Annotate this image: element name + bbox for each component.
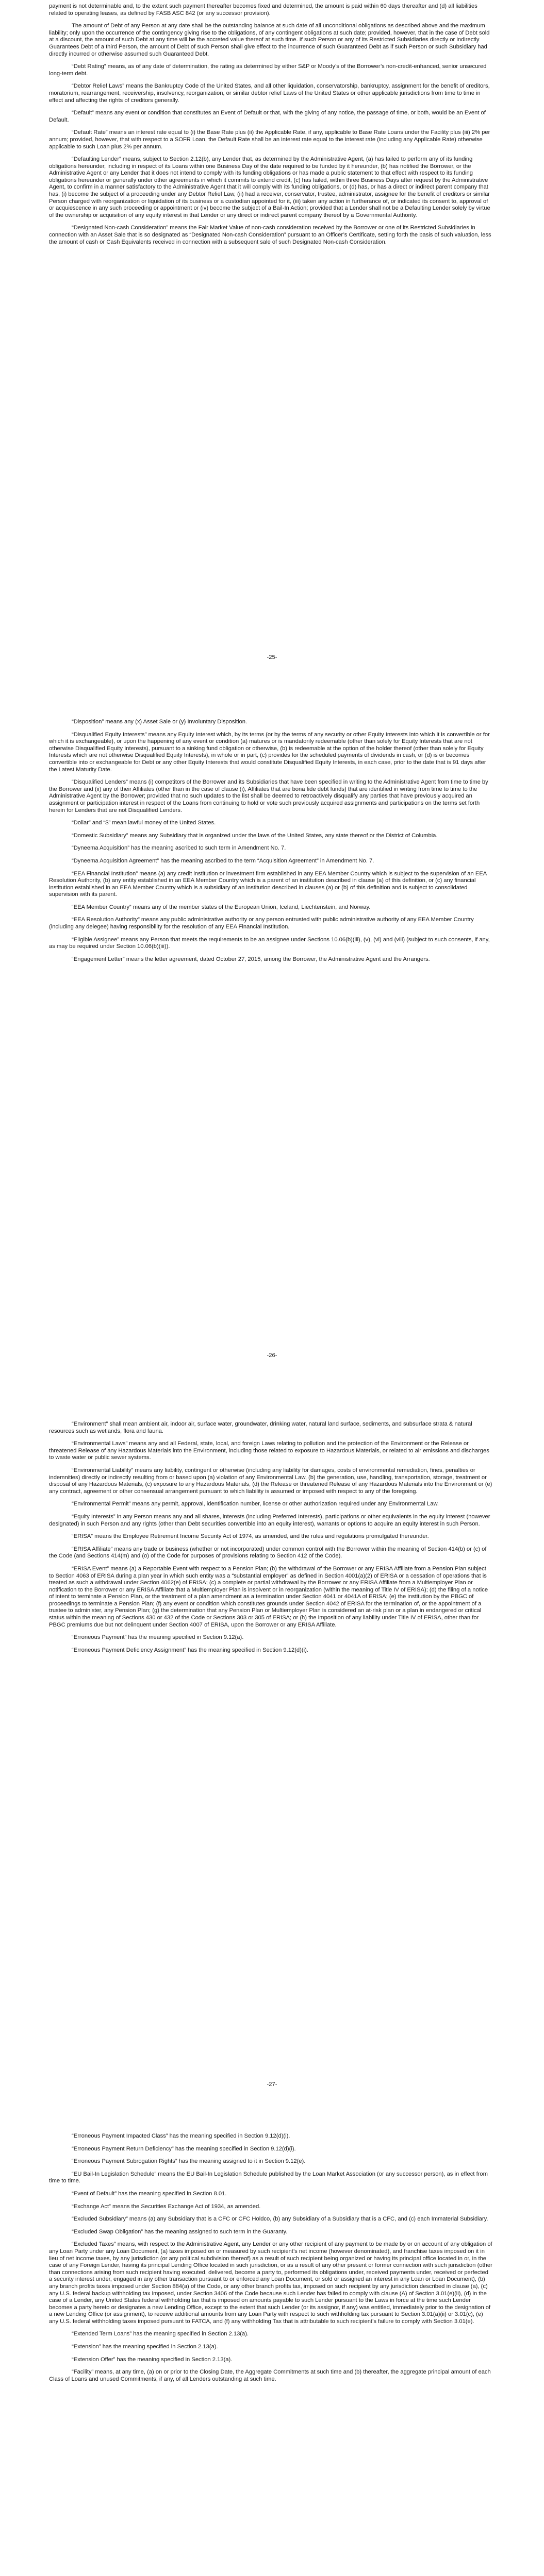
definition-eea-resolution: “EEA Resolution Authority” means any public administrative authority or any person entrusted with public administrative authority of any EEA Member Country (including any delegee) having responsibility for the resolution of any EEA Financial Institution. [49,917,474,930]
definition-excluded-taxes: “Excluded Taxes” means, with respect to the Administrative Agent, any Lender or any other recipient of any payment to be made by or on account of any obligation of any Loan Party under any Loan Document, (a) taxes imposed on or measured by such recipient’s net income (however denominated), and franchise taxes imposed on it in lieu of net income taxes, by any jurisdiction (or any political subdivision thereof) as a result of such recipient being organized or having its principal office located in or, in the case of any Foreign Lender, having its principal Lending Office located in such jurisdiction, or as a result of any other present or former connection with such jurisdiction (other than connections arising from such recipient having executed, delivered, become a party to, performed its obligations under, received payments under, received or perfected a security interest under, engaged in any other transaction pursuant to or enforced any Loan Document, or sold or assigned an interest in any Loan or Loan Document), (b) any branch profits taxes imposed under Section 884(a) of the Code, or any other branch profits tax, imposed on such recipient by any jurisdiction described in clause (a), (c) any U.S. federal backup withholding tax imposed, under Section 3406 of the Code because such Lender has failed to comply with clause (A) of Section 3.01(e)(ii), (d) in the case of a Lender, any United States federal withholding tax that is imposed on amounts payable to such Lender pursuant to the Laws in force at the time such Lender becomes a party hereto or designates a new Lending Office, except to the extent that such Lender (or its assignor, if any) was entitled, immediately prior to the designation of a new Lending Office (or assignment), to receive additional amounts from any Loan Party with respect to such withholding tax pursuant to Section 3.01(a)(ii) or 3.01(c), (e) any U.S. federal withholding taxes imposed pursuant to FATCA, and (f) any withholding Tax that is attributable to such recipient’s failure to comply with Section 3.01(e). [49,2241,492,2325]
definition-environmental-permit: “Environmental Permit” means any permit, approval, identification number, license or other authorization required under any Environmental Law. [72,1501,439,1507]
definition-extended-term-loans: “Extended Term Loans” has the meaning specified in Section 2.13(a). [72,2331,249,2337]
definition-event-of-default: “Event of Default” has the meaning specified in Section 8.01. [72,2190,227,2197]
definition-dyneema-agreement: “Dyneema Acquisition Agreement” has the meaning ascribed to the term “Acquisition Agreement” in Amendment No. 7. [72,857,374,864]
definition-environmental-laws: “Environmental Laws” means any and all Federal, state, local, and foreign Laws relating to pollution and the protection of the Environment or the Release or threatened Release of any Hazardous Materials into the Environment, including those related to exposure to Hazardous Materials, or related to air emissions and discharges to waste water or public sewer systems. [49,1440,489,1461]
definition-exchange-act: “Exchange Act” means the Securities Exchange Act of 1934, as amended. [72,2203,261,2210]
definition-eea-member: “EEA Member Country” means any of the member states of the European Union, Iceland, Liechtenstein, and Norway. [72,904,371,910]
definition-extension-offer: “Extension Offer” has the meaning specified in Section 2.13(a). [72,2356,233,2363]
definition-erisa-affiliate: “ERISA Affiliate” means any trade or business (whether or not incorporated) under common control with the Borrower within the meaning of Section 414(b) or (c) of the Code (and Sections 414(m) and (o) of the Code for purposes of provisions relating to Section 412 of the Code). [49,1546,487,1560]
page-number: -25- [267,654,277,660]
paragraph: payment is not determinable and, to the extent such payment thereafter becomes fixed and determined, the amount is paid within 60 days thereafter and (d) all liabilities related to operating leases, as defined by FASB ASC 842 (or any successor provision). [49,3,477,16]
definition-erroneous-payment-deficiency: “Erroneous Payment Deficiency Assignment” has the meaning specified in Section 9.12(d)(i). [72,1647,308,1653]
definition-eu-bail-in: “EU Bail-In Legislation Schedule” means the EU Bail-In Legislation Schedule published by the Loan Market Association (or any successor person), as in effect from time to time. [49,2171,488,2184]
definition-debtor-relief-laws: “Debtor Relief Laws” means the Bankruptcy Code of the United States, and all other liquidation, conservatorship, bankruptcy, assignment for the benefit of creditors, moratorium, rearrangement, receivership, insolvency, reorganization, or similar debtor relief Laws of the United States or other applicable jurisdictions from time to time in effect and affecting the rights of creditors generally. [49,83,490,104]
page-number: -27- [267,2081,277,2088]
definition-extension: “Extension” has the meaning specified in Section 2.13(a). [72,2344,218,2350]
definition-disposition: “Disposition” means any (x) Asset Sale or (y) Involuntary Disposition. [72,719,248,725]
definition-defaulting-lender: “Defaulting Lender” means, subject to Section 2.12(b), any Lender that, as determined by the Administrative Agent, (a) has failed to perform any of its funding obligations hereunder, including in respect of its Loans within one Business Day of the date required to be funded by it hereunder, (b) has notified the Borrower, or the Administrative Agent or any Lender that it does not intend to comply with its funding obligations or has made a public statement to that effect with respect to its funding obligations hereunder or generally under other agreements in which it commits to extend credit, (c) has failed, within three Business Days after request by the Administrative Agent, to confirm in a manner satisfactory to the Administrative Agent that it will comply with its funding obligations, or (d) has, or has a direct or indirect parent company that has, (i) become the subject of a proceeding under any Debtor Relief Law, (ii) had a receiver, conservator, trustee, administrator, assignee for the benefit of creditors or similar Person charged with reorganization or liquidation of its business or a custodian appointed for it, (iii) taken any action in furtherance of, or indicated its consent to, approval of or acquiescence in any such proceeding or appointment or (iv) become the subject of a Bail-In Action; provided that a Lender shall not be a Defaulting Lender solely by virtue of the ownership or acquisition of any equity interest in that Lender or any direct or indirect parent company thereof by a Governmental Authority. [49,156,490,218]
definition-default-rate: “Default Rate” means an interest rate equal to (i) the Base Rate plus (ii) the Applicable Rate, if any, applicable to Base Rate Loans under the Facility plus (iii) 2% per annum; provided, however, that with respect to a SOFR Loan, the Default Rate shall be an interest rate equal to the interest rate (including any Applicable Rate) otherwise applicable to such Loan plus 2% per annum. [49,129,490,150]
definition-erisa: “ERISA” means the Employee Retirement Income Security Act of 1974, as amended, and the rules and regulations promulgated thereunder. [72,1533,429,1540]
definition-domestic-subsidiary: “Domestic Subsidiary” means any Subsidiary that is organized under the laws of the United States, any state thereof or the District of Columbia. [72,832,438,839]
definition-environment: “Environment” shall mean ambient air, indoor air, surface water, groundwater, drinking water, natural land surface, sediments, and subsurface strata & natural resources such as wetlands, flora and fauna. [49,1421,472,1434]
definition-disqualified-lenders: “Disqualified Lenders” means (i) competitors of the Borrower and its Subsidiaries that have been specified in writing to the Administrative Agent from time to time by the Borrower and (ii) any of their Affiliates (other than in the case of clause (i), Affiliates that are bona fide debt funds) that are identified in writing from time to time to the Administrative Agent by the Borrower; provided that no such updates to the list shall be deemed to retroactively disqualify any parties that have previously acquired an assignment or participation interest in respect of the Loans from continuing to hold or vote such previously acquired assignments and participations on the terms set forth herein for Lenders that are not Disqualified Lenders. [49,779,488,814]
definition-engagement-letter: “Engagement Letter” means the letter agreement, dated October 27, 2015, among the Borrower, the Administrative Agent and the Arrangers. [72,956,430,962]
definition-facility: “Facility” means, at any time, (a) on or prior to the Closing Date, the Aggregate Commitments at such time and (b) thereafter, the aggregate principal amount of each Class of Loans and unused Commitments, if any, of all Lenders outstanding at such time. [49,2369,491,2382]
definition-erroneous-payment: “Erroneous Payment” has the meaning specified in Section 9.12(a). [72,1634,244,1641]
definition-dyneema-acquisition: “Dyneema Acquisition” has the meaning ascribed to such term in Amendment No. 7. [72,845,286,852]
definition-designated-non-cash: “Designated Non-cash Consideration” means the Fair Market Value of non-cash consideration received by the Borrower or one of its Restricted Subsidiaries in connection with an Asset Sale that is so designated as “Designated Non-cash Consideration” pursuant to an Officer’s Certificate, setting forth the basis of such valuation, less the amount of cash or Cash Equivalents received in connection with a subsequent sale of such Designated Non-cash Consideration. [49,225,491,245]
definition-eea-financial: “EEA Financial Institution” means (a) any credit institution or investment firm established in any EEA Member Country which is subject to the supervision of an EEA Resolution Authority, (b) any entity established in an EEA Member Country which is a parent of an institution described in clause (a) of this definition, or (c) any financial institution established in an EEA Member Country which is a subsidiary of an institution described in clauses (a) or (b) of this definition and is subject to consolidated supervision with its parent. [49,870,487,898]
definition-erroneous-return-deficiency: “Erroneous Payment Return Deficiency” has the meaning specified in Section 9.12(d)(i). [72,2145,296,2152]
definition-eligible-assignee: “Eligible Assignee” means any Person that meets the requirements to be an assignee under Sections 10.06(b)(iii), (v), (vi) and (viii) (subject to such consents, if any, as may be required under Section 10.06(b)(iii)). [49,936,490,950]
definition-equity-interests: “Equity Interests” in any Person means any and all shares, interests (including Preferred Interests), participations or other equivalents in the equity interest (however designated) in such Person and any rights (other than Debt securities convertible into an equity interest), warrants or options to acquire an equity interest in such Person. [49,1513,490,1527]
paragraph: The amount of Debt of any Person at any date shall be the outstanding balance at such date of all unconditional obligations as described above and the maximum liability; only upon the occurrence of the contingency giving rise to the obligations, of any contingent obligations at such date; provided, however, that in the case of Debt sold at a discount, the amount of such Debt at any time will be the accreted value thereof at such time. If such Person or any of its Restricted Subsidiaries directly or indirectly Guarantees Debt of a third Person, the amount of Debt of such Person shall give effect to the incurrence of such Guaranteed Debt as if such Person or such Subsidiary had directly incurred or otherwise assumed such Guaranteed Debt. [49,23,490,57]
definition-debt-rating: “Debt Rating” means, as of any date of determination, the rating as determined by either S&P or Moody’s of the Borrower’s non-credit-enhanced, senior unsecured long-term debt. [49,63,487,77]
definition-dollar: “Dollar” and “$” mean lawful money of the United States. [72,820,216,826]
definition-default: “Default” means any event or condition that constitutes an Event of Default or that, with the giving of any notice, the passage of time, or both, would be an Event of Default. [49,110,486,123]
definition-excluded-subsidiary: “Excluded Subsidiary” means (a) any Subsidiary that is a CFC or CFC Holdco, (b) any Subsidiary of a Subsidiary that is a CFC, and (c) each Immaterial Subsidiary. [72,2216,488,2223]
definition-erroneous-impacted-class: “Erroneous Payment Impacted Class” has the meaning specified in Section 9.12(d)(i). [72,2133,290,2139]
definition-environmental-liability: “Environmental Liability” means any liability, contingent or otherwise (including any liability for damages, costs of environmental remediation, fines, penalties or indemnities) directly or indirectly resulting from or based upon (a) violation of any Environmental Law, (b) the generation, use, handling, transportation, storage, treatment or disposal of any Hazardous Materials, (c) exposure to any Hazardous Materials, (d) the Release or threatened Release of any Hazardous Materials into the Environment or (e) any contract, agreement or other consensual arrangement pursuant to which liability is assumed or imposed with respect to any of the foregoing. [49,1467,492,1495]
definition-disqualified-equity: “Disqualified Equity Interests” means any Equity Interest which, by its terms (or by the terms of any security or other Equity Interests into which it is convertible or for which it is exchangeable), or upon the happening of any event or condition (a) matures or is mandatorily redeemable (other than solely for Equity Interests that are not otherwise Disqualified Equity Interests), pursuant to a sinking fund obligation or otherwise, (b) is redeemable at the option of the holder thereof (other than solely for Equity Interests which are not otherwise Disqualified Equity Interests), in whole or in part, (c) provides for the scheduled payments of dividends in cash, or (d) is or becomes convertible into or exchangeable for Debt or any other Equity Interests that would constitute Disqualified Equity Interests, in each case, prior to the date that is 91 days after the Latest Maturity Date. [49,731,490,773]
page-number: -26- [267,1352,277,1359]
definition-erisa-event: “ERISA Event” means (a) a Reportable Event with respect to a Pension Plan; (b) the withdrawal of the Borrower or any ERISA Affiliate from a Pension Plan subject to Section 4063 of ERISA during a plan year in which such entity was a “substantial employer” as defined in Section 4001(a)(2) of ERISA or a cessation of operations that is treated as such a withdrawal under Section 4062(e) of ERISA; (c) a complete or partial withdrawal by the Borrower or any ERISA Affiliate from a Multiemployer Plan or notification to the Borrower or any ERISA Affiliate that a Multiemployer Plan is insolvent or in reorganization (within the meaning of Title IV of ERISA); (d) the filing of a notice of intent to terminate a Pension Plan, or the treatment of a plan amendment as a termination under Section 4041 or 4041A of ERISA; (e) the institution by the PBGC of proceedings to terminate a Pension Plan; (f) any event or condition which constitutes grounds under Section 4042 of ERISA for the termination of, or the appointment of a trustee to administer, any Pension Plan; (g) the determination that any Pension Plan or Multiemployer Plan is considered an at-risk plan or a plan in endangered or critical status within the meaning of Sections 430 or 432 of the Code or Sections 303 or 305 of ERISA; or (h) the imposition of any liability under Title IV of ERISA, other than for PBGC premiums due but not delinquent under Section 4007 of ERISA, upon the Borrower or any ERISA Affiliate. [49,1565,488,1628]
definition-erroneous-subrogation: “Erroneous Payment Subrogation Rights” has the meaning assigned to it in Section 9.12(e). [72,2158,306,2165]
definition-excluded-swap: “Excluded Swap Obligation” has the meaning assigned to such term in the Guaranty. [72,2228,288,2235]
